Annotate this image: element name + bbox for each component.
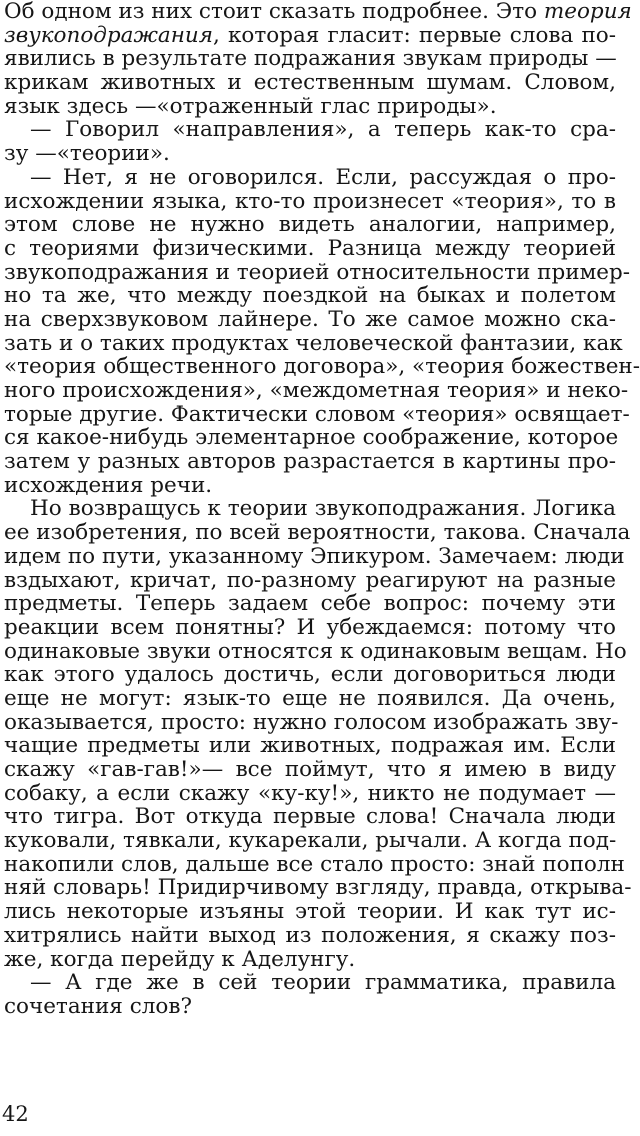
text-segment: ее изобретения, по всей вероятности, такова. Сначала: [4, 520, 631, 546]
text-segment: язык здесь —«отраженный глас природы».: [4, 93, 497, 119]
text-line: [4, 71, 616, 95]
text-line: [4, 47, 616, 71]
text-segment: накопили слов, дальше все стало просто: знай пополн: [4, 851, 625, 877]
text-segment: Но возвращусь к теории звукоподражания. Логика: [30, 496, 616, 522]
text-segment: одинаковые звуки относятся к одинаковым вещам. Но: [4, 638, 627, 664]
text-line: [4, 805, 616, 829]
text-line: [4, 354, 640, 380]
text-segment: ся какое-нибудь элементарное соображение, которое: [4, 425, 619, 451]
paragraph: [4, 496, 632, 972]
text-line: [4, 213, 616, 237]
text-segment: вздыхают, кричат, по-разному реагируют на разные: [4, 567, 616, 593]
text-segment: исхождении языка, кто-то произнесет «теория», то в: [4, 188, 616, 214]
text-line: [4, 900, 616, 924]
text-segment: явились в результате подражания звукам природы —: [4, 46, 617, 72]
text-segment: же, когда перейду к Аделунгу.: [4, 946, 356, 972]
text-segment: сочетания слов?: [4, 993, 192, 1019]
text-segment: лись некоторые изъяны этой теории. И как тут ис-: [4, 899, 616, 925]
text-line: [4, 875, 632, 901]
text-line: [4, 663, 616, 687]
text-line: [4, 995, 616, 1019]
text-segment: — Говорил «направления», а теперь как-то сра-: [30, 117, 616, 143]
text-line: [4, 0, 632, 24]
text-line: [4, 616, 616, 640]
text-line: [4, 378, 629, 403]
text-segment: — А где же в сей теории грамматика, правила: [30, 970, 616, 996]
text-segment: зать и о таких продуктах человеческой фантазии, как: [4, 330, 623, 356]
text-segment: этом слове не нужно видеть аналогии, например,: [4, 212, 616, 238]
text-segment: Об одном из них стоит сказать подробнее. Это: [4, 0, 544, 24]
text-line: [4, 638, 627, 664]
page-number: 42: [2, 1102, 29, 1126]
text-segment: затем у разных авторов разрастается в картины про-: [4, 449, 616, 475]
text-line: [4, 237, 616, 261]
text-line: [4, 758, 616, 782]
text-segment: исхождения речи.: [4, 472, 213, 498]
text-line: [4, 709, 619, 735]
text-segment: предметы. Теперь задаем себе вопрос: почему эти: [4, 591, 616, 617]
text-segment: оказывается, просто: нужно голосом изображать зву-: [4, 709, 619, 735]
text-segment: собаку, а если скажу «ку-ку!», никто не подумает —: [4, 780, 616, 806]
text-segment: скажу «гав-гав!»— все поймут, что я имею в виду: [4, 757, 616, 782]
text-line: [4, 687, 616, 711]
text-line: [4, 543, 625, 569]
text-line: [4, 520, 631, 546]
text-line: [4, 497, 616, 521]
text-line: [4, 330, 623, 356]
paragraph: [4, 118, 616, 165]
text-segment: зу —«теории».: [4, 141, 170, 167]
italic-term: звукоподражания: [4, 22, 213, 48]
text-segment: ного происхождения», «междометная теория» и неко-: [4, 378, 629, 403]
text-segment: на сверхзвуковом лайнере. То же самое можно ска-: [4, 306, 616, 332]
text-line: [4, 118, 616, 142]
text-line: [4, 924, 616, 948]
text-line: [4, 401, 630, 427]
text-line: [4, 474, 616, 498]
text-line: [4, 829, 616, 853]
text-segment: няй словарь! Придирчивому взгляду, правда, открыва-: [4, 875, 632, 901]
text-segment: , которая гласит: первые слова по-: [213, 22, 616, 48]
text-line: [4, 259, 631, 285]
text-line: [4, 190, 616, 214]
text-segment: еще не могут: язык-то еще не появился. Да очень,: [4, 685, 616, 711]
text-line: [4, 24, 616, 48]
text-line: [4, 569, 616, 593]
text-segment: торые другие. Фактически словом «теория» освящает-: [4, 401, 630, 427]
text-segment: крикам животных и естественным шумам. Словом,: [4, 70, 616, 96]
text-segment: что тигра. Вот откуда первые слова! Сначала люди: [4, 804, 616, 830]
text-line: [4, 308, 616, 332]
text-segment: как этого удалось достичь, если договориться люди: [4, 662, 616, 688]
text-segment: «теория общественного договора», «теория божествен-: [4, 354, 640, 380]
text-line: [4, 971, 616, 995]
text-line: [4, 734, 616, 758]
text-line: [4, 450, 616, 474]
text-line: [4, 284, 616, 308]
paragraph: [4, 164, 640, 498]
text-segment: но та же, что между поездкой на быках и полетом: [4, 283, 616, 309]
text-line: [4, 425, 619, 451]
paragraph: [4, 0, 632, 119]
text-segment: куковали, тявкали, кукарекали, рычали. А когда под-: [4, 828, 617, 854]
text-line: [4, 95, 616, 119]
text-line: [4, 948, 616, 972]
text-line: [4, 166, 616, 190]
text-line: [4, 782, 616, 806]
text-segment: реакции всем понятны? И убеждаемся: потому что: [4, 614, 616, 640]
text-line: [4, 592, 616, 616]
text-segment: звукоподражания и теорией относительности пример-: [4, 259, 631, 285]
text-segment: чащие предметы или животных, подражая им. Если: [4, 733, 616, 759]
body-text: [4, 0, 640, 1019]
paragraph: [4, 971, 616, 1018]
text-line: [4, 851, 625, 877]
text-segment: хитрялись найти выход из положения, я скажу поз-: [4, 922, 616, 948]
text-segment: с теориями физическими. Разница между теорией: [4, 235, 616, 261]
text-line: [4, 142, 616, 166]
italic-term: теория: [543, 0, 632, 24]
text-segment: идем по пути, указанному Эпикуром. Замечаем: люди: [4, 543, 625, 569]
text-segment: — Нет, я не оговорился. Если, рассуждая о про-: [30, 164, 616, 190]
